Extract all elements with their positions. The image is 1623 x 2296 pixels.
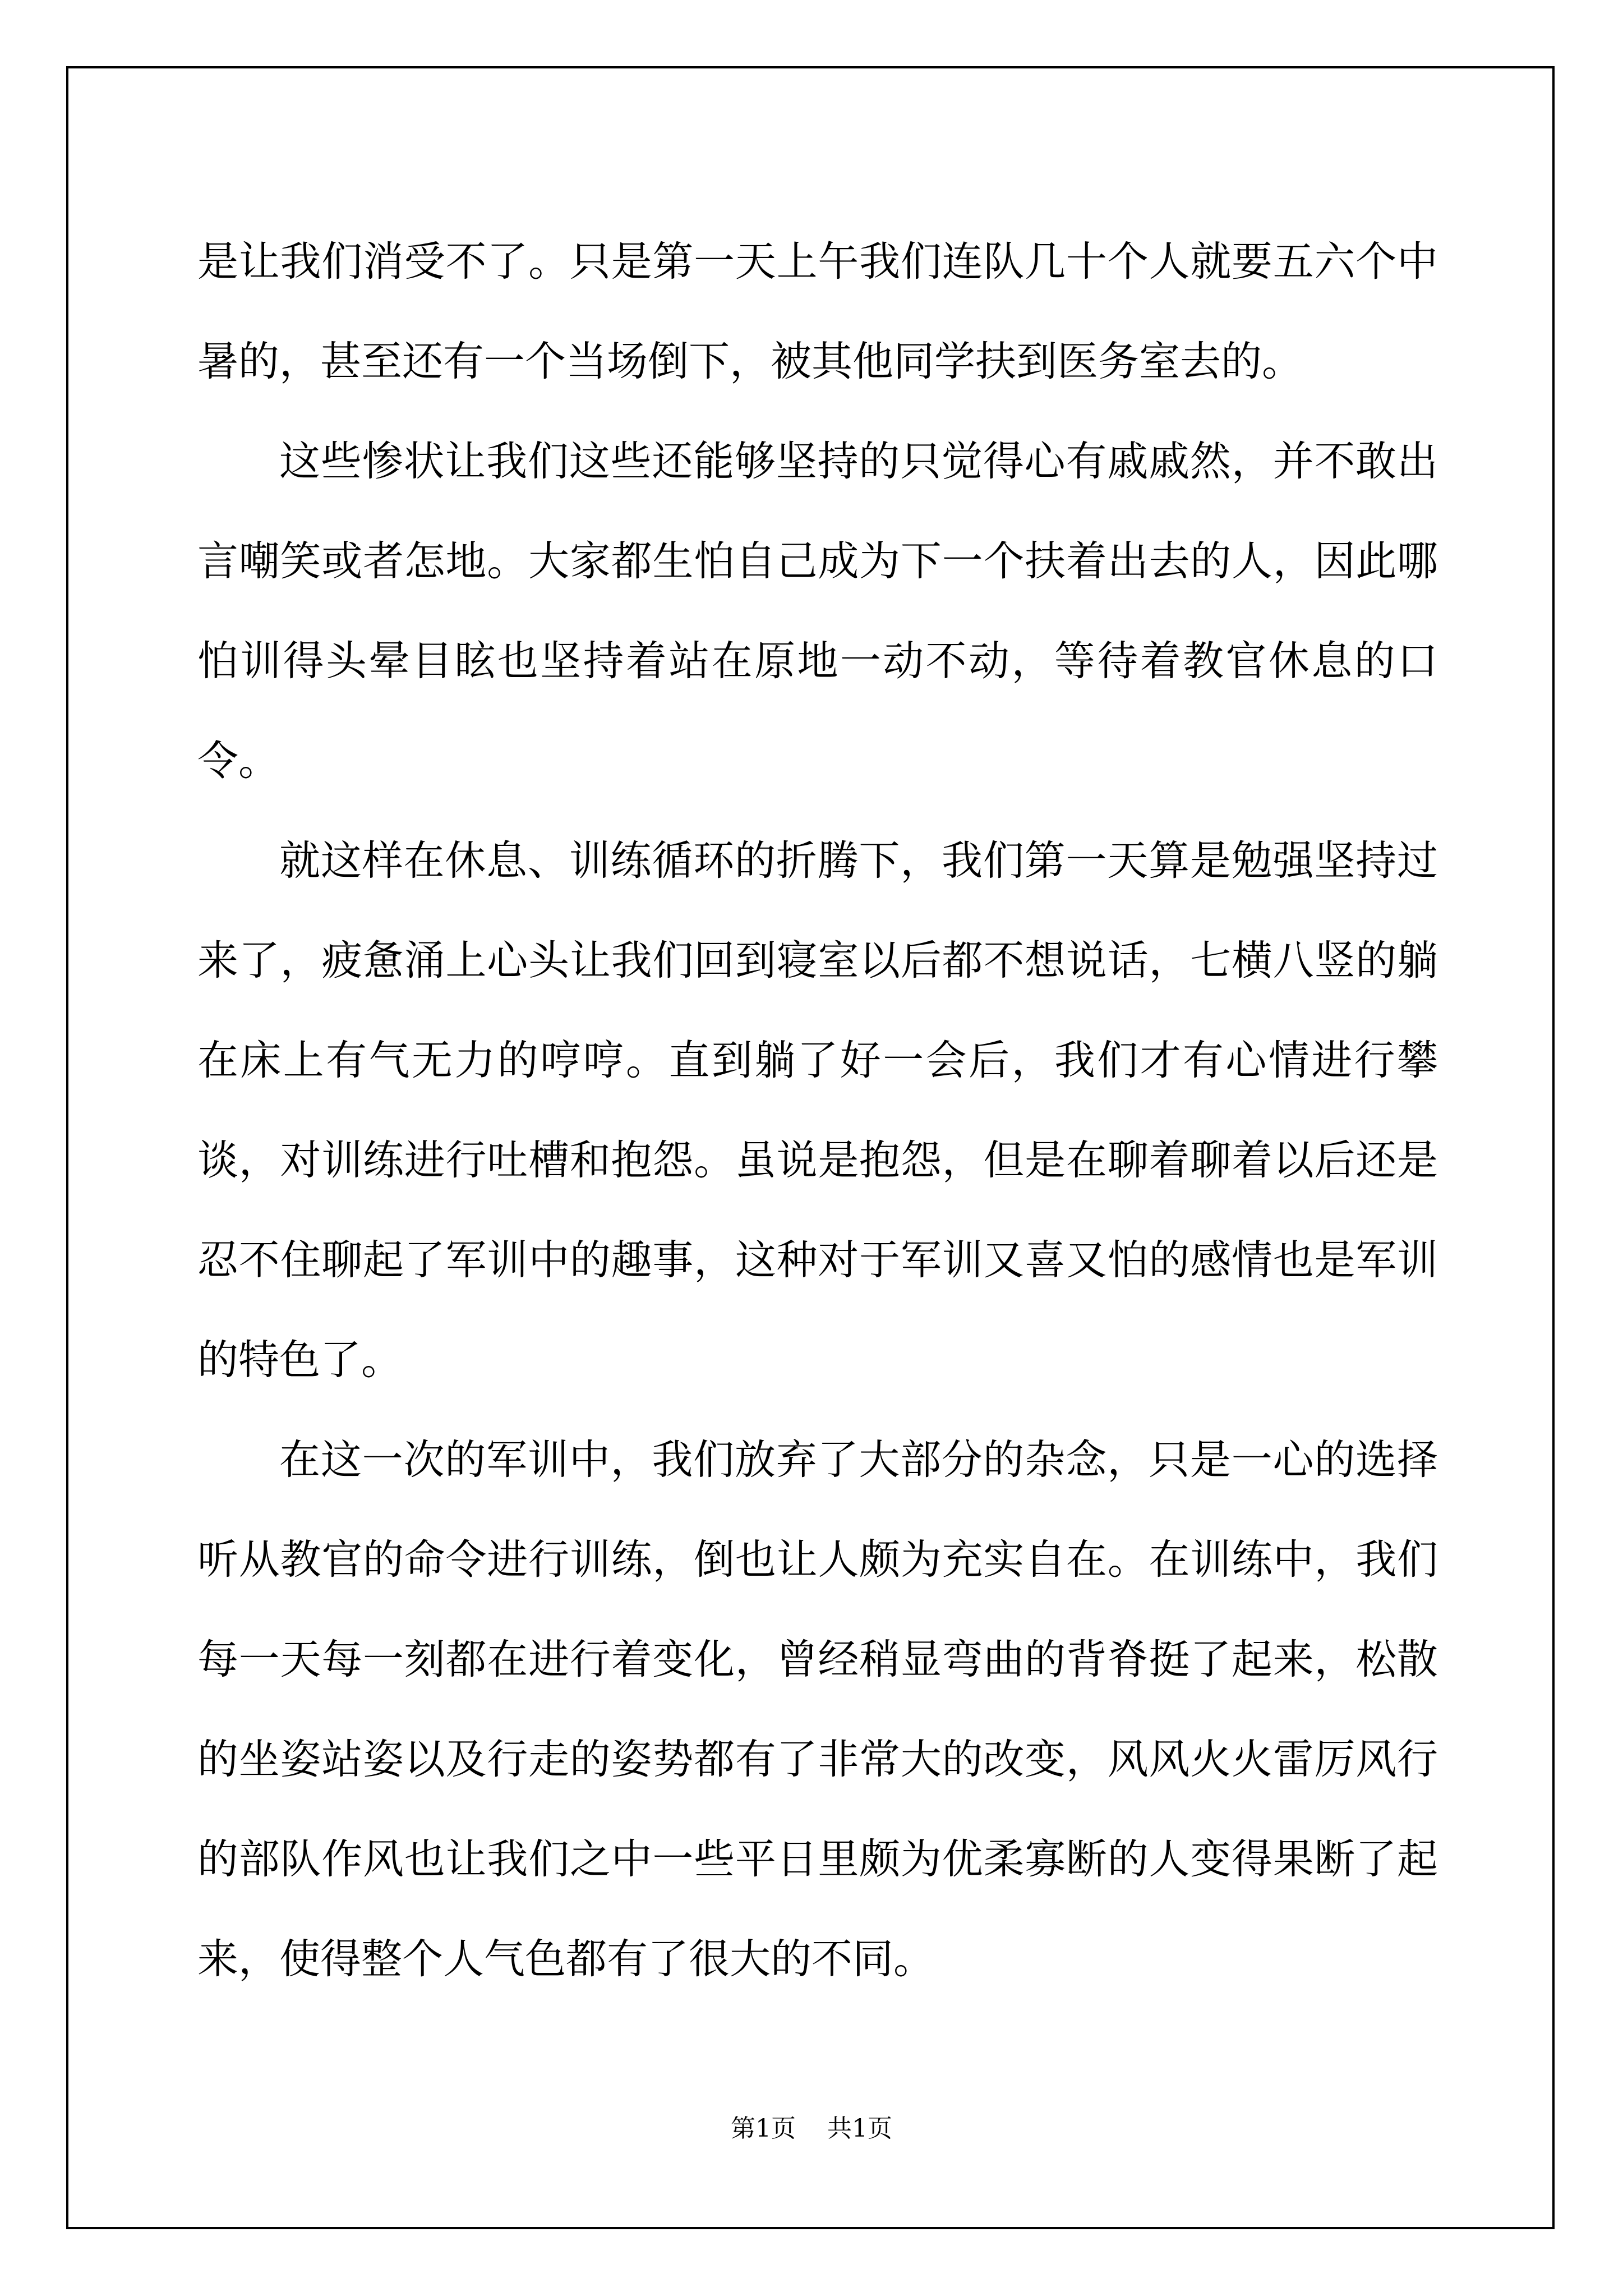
document-body (197, 212, 1438, 2009)
page-footer (0, 2112, 1623, 2146)
paragraph-3: 就这样在休息、训练循环的折腾下，我们第一天算是勉强坚持过来了，疲惫涌上心头让我们回到寝室以后都不想说话，七横八竖的躺在床上有气无力的哼哼。直到躺了好一会后，我们才有心情进行攀谈，对训练进行吐槽和抱怨。虽说是抱怨，但是在聊着聊着以后还是忍不住聊起了军训中的趣事，这种对于军训又喜又怕的感情也是军训的特色了。 (197, 837, 1438, 1384)
paragraph-4: 在这一次的军训中，我们放弃了大部分的杂念，只是一心的选择听从教官的命令进行训练，倒也让人颇为充实自在。在训练中，我们每一天每一刻都在进行着变化，曾经稍显弯曲的背脊挺了起来，松散的坐姿站姿以及行走的姿势都有了非常大的改变，风风火火雷厉风行的部队作风也让我们之中一些平日里颇为优柔寡断的人变得果断了起来，使得整个人气色都有了很大的不同。 (197, 1436, 1438, 1983)
page-number: 第1页 (731, 2114, 796, 2143)
paragraph-2: 这些惨状让我们这些还能够坚持的只觉得心有戚戚然，并不敢出言嘲笑或者怎地。大家都生怕自己成为下一个扶着出去的人，因此哪怕训得头晕目眩也坚持着站在原地一动不动，等待着教官休息的口令。 (197, 438, 1438, 785)
paragraph-1: 是让我们消受不了。只是第一天上午我们连队几十个人就要五六个中暑的，甚至还有一个当场倒下，被其他同学扶到医务室去的。 (197, 238, 1438, 385)
page-total: 共1页 (827, 2114, 892, 2143)
